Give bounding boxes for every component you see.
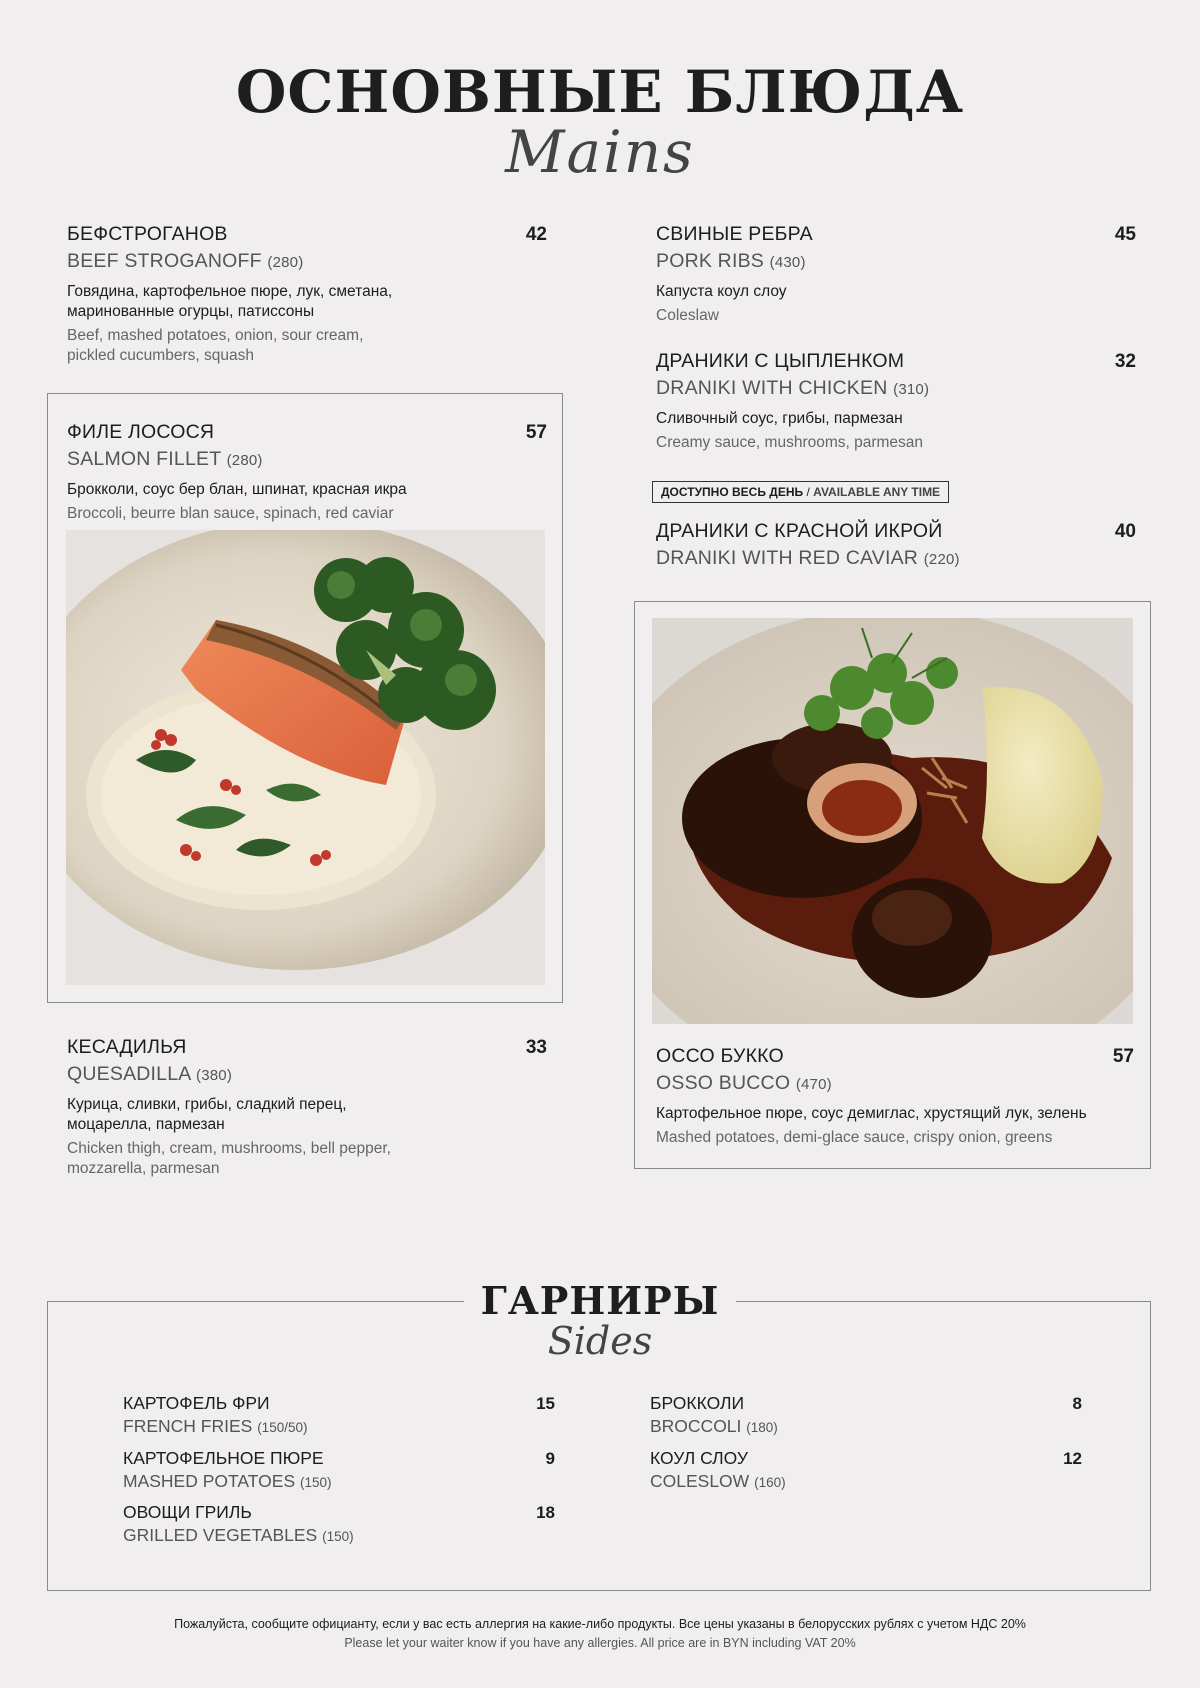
footer-note-ru: Пожалуйста, сообщите официанту, если у вас есть аллергия на какие-либо продукты. Все цены указаны в белорусских рублях с учетом НДС 20% bbox=[174, 1617, 1026, 1631]
side-weight: (160) bbox=[754, 1475, 786, 1490]
item-price: 33 bbox=[525, 1037, 547, 1058]
item-name-ru: БЕФСТРОГАНОВ bbox=[67, 223, 228, 245]
item-weight: (470) bbox=[795, 1076, 832, 1093]
side-name-en-text: GRILLED VEGETABLES bbox=[123, 1525, 318, 1545]
menu-item-osso-bucco bbox=[656, 1045, 1134, 1148]
item-description-en: Mashed potatoes, demi-glace sauce, crispy onion, greens bbox=[656, 1129, 1053, 1146]
side-item-french-fries bbox=[123, 1393, 555, 1437]
side-name-en-text: MASHED POTATOES bbox=[123, 1471, 296, 1491]
badge-label-ru: ДОСТУПНО ВЕСЬ ДЕНЬ bbox=[661, 485, 804, 499]
item-price: 45 bbox=[1114, 224, 1136, 245]
item-name-en-text: PORK RIBS bbox=[656, 250, 764, 272]
side-name-en-text: FRENCH FRIES bbox=[123, 1416, 253, 1436]
side-weight: (150) bbox=[322, 1529, 354, 1544]
item-price: 57 bbox=[1112, 1046, 1134, 1067]
item-weight: (430) bbox=[769, 254, 806, 271]
page-subtitle: Mains bbox=[505, 118, 695, 186]
menu-item-beef-stroganoff bbox=[67, 223, 547, 366]
item-description-ru: Капуста коул слоу bbox=[656, 283, 787, 300]
side-price: 15 bbox=[536, 1394, 555, 1413]
sides-header bbox=[464, 1278, 736, 1378]
item-weight: (380) bbox=[196, 1067, 233, 1084]
item-name-ru: ОССО БУККО bbox=[656, 1045, 784, 1067]
item-name-en bbox=[656, 547, 1136, 570]
item-name-en bbox=[67, 448, 547, 471]
side-item-broccoli bbox=[650, 1393, 1082, 1437]
item-weight: (280) bbox=[226, 452, 263, 469]
item-name-ru: ФИЛЕ ЛОСОСЯ bbox=[67, 421, 215, 443]
side-weight: (150) bbox=[300, 1475, 332, 1490]
item-name-en-text: QUESADILLA bbox=[67, 1063, 191, 1085]
osso-bucco-photo bbox=[652, 618, 1133, 1024]
footer-note bbox=[0, 1617, 1200, 1650]
item-price: 57 bbox=[525, 422, 547, 443]
item-weight: (280) bbox=[267, 254, 304, 271]
item-name-en bbox=[67, 250, 547, 273]
item-price: 32 bbox=[1114, 351, 1136, 372]
side-name-en bbox=[123, 1471, 555, 1492]
side-name-en bbox=[650, 1471, 1082, 1492]
side-name-ru: КОУЛ СЛОУ bbox=[650, 1448, 748, 1468]
item-description-en: Coleslaw bbox=[656, 307, 719, 324]
menu-item-salmon-fillet bbox=[67, 421, 547, 524]
side-name-en-text: BROCCOLI bbox=[650, 1416, 742, 1436]
menu-item-draniki-chicken bbox=[656, 350, 1136, 453]
item-description-ru: Картофельное пюре, соус демиглас, хрустящий лук, зелень bbox=[656, 1105, 1087, 1122]
item-name-en bbox=[656, 1072, 1134, 1095]
side-name-en bbox=[650, 1416, 1082, 1437]
side-name-en bbox=[123, 1525, 555, 1546]
item-name-en-text: BEEF STROGANOFF bbox=[67, 250, 262, 272]
side-price: 8 bbox=[1072, 1394, 1082, 1413]
item-description-en: Beef, mashed potatoes, onion, sour cream, pickled cucumbers, squash bbox=[67, 327, 364, 364]
item-description-ru: Сливочный соус, грибы, пармезан bbox=[656, 410, 903, 427]
side-item-grilled-vegetables bbox=[123, 1502, 555, 1546]
side-name-ru: ОВОЩИ ГРИЛЬ bbox=[123, 1502, 252, 1522]
badge-label-en: AVAILABLE ANY TIME bbox=[813, 485, 941, 499]
side-item-mashed-potatoes bbox=[123, 1448, 555, 1492]
sides-title: ГАРНИРЫ bbox=[480, 1278, 720, 1323]
item-name-en-text: OSSO BUCCO bbox=[656, 1072, 791, 1094]
availability-badge bbox=[652, 481, 949, 503]
side-price: 18 bbox=[536, 1503, 555, 1522]
item-name-en bbox=[656, 377, 1136, 400]
salmon-fillet-photo bbox=[66, 530, 545, 985]
item-name-en bbox=[67, 1063, 547, 1086]
item-name-en-text: DRANIKI WITH RED CAVIAR bbox=[656, 547, 919, 569]
side-weight: (180) bbox=[746, 1420, 778, 1435]
item-description-ru: Курица, сливки, грибы, сладкий перец, моцарелла, пармезан bbox=[67, 1096, 347, 1133]
menu-item-pork-ribs bbox=[656, 223, 1136, 326]
item-name-ru: ДРАНИКИ С ЦЫПЛЕНКОМ bbox=[656, 350, 905, 372]
sides-subtitle: Sides bbox=[547, 1319, 653, 1363]
side-item-coleslow bbox=[650, 1448, 1082, 1492]
item-weight: (310) bbox=[893, 381, 930, 398]
item-name-ru: ДРАНИКИ С КРАСНОЙ ИКРОЙ bbox=[656, 520, 943, 542]
side-price: 9 bbox=[545, 1449, 555, 1468]
item-description-en: Creamy sauce, mushrooms, parmesan bbox=[656, 434, 924, 451]
menu-item-draniki-caviar bbox=[656, 520, 1136, 570]
item-description-ru: Говядина, картофельное пюре, лук, сметана, маринованные огурцы, патиссоны bbox=[67, 283, 393, 320]
item-name-en bbox=[656, 250, 1136, 273]
side-name-ru: БРОККОЛИ bbox=[650, 1393, 745, 1413]
item-name-en-text: DRANIKI WITH CHICKEN bbox=[656, 377, 888, 399]
side-weight: (150/50) bbox=[257, 1420, 308, 1435]
item-description-en: Chicken thigh, cream, mushrooms, bell pepper, mozzarella, parmesan bbox=[67, 1140, 391, 1177]
side-name-ru: КАРТОФЕЛЬНОЕ ПЮРЕ bbox=[123, 1448, 324, 1468]
side-price: 12 bbox=[1063, 1449, 1082, 1468]
side-name-en-text: COLESLOW bbox=[650, 1471, 750, 1491]
item-weight: (220) bbox=[923, 551, 960, 568]
page-title: ОСНОВНЫЕ БЛЮДА bbox=[235, 58, 965, 126]
item-name-ru: КЕСАДИЛЬЯ bbox=[67, 1036, 187, 1058]
item-description-en: Broccoli, beurre blan sauce, spinach, red caviar bbox=[67, 505, 394, 522]
item-name-ru: СВИНЫЕ РЕБРА bbox=[656, 223, 813, 245]
badge-separator: / bbox=[803, 485, 814, 499]
side-name-en bbox=[123, 1416, 555, 1437]
item-price: 42 bbox=[525, 224, 547, 245]
item-name-en-text: SALMON FILLET bbox=[67, 448, 221, 470]
item-description-ru: Брокколи, соус бер блан, шпинат, красная икра bbox=[67, 481, 407, 498]
menu-item-quesadilla bbox=[67, 1036, 547, 1179]
item-price: 40 bbox=[1114, 521, 1136, 542]
footer-note-en: Please let your waiter know if you have any allergies. All price are in BYN including VAT 20% bbox=[344, 1636, 856, 1650]
side-name-ru: КАРТОФЕЛЬ ФРИ bbox=[123, 1393, 270, 1413]
